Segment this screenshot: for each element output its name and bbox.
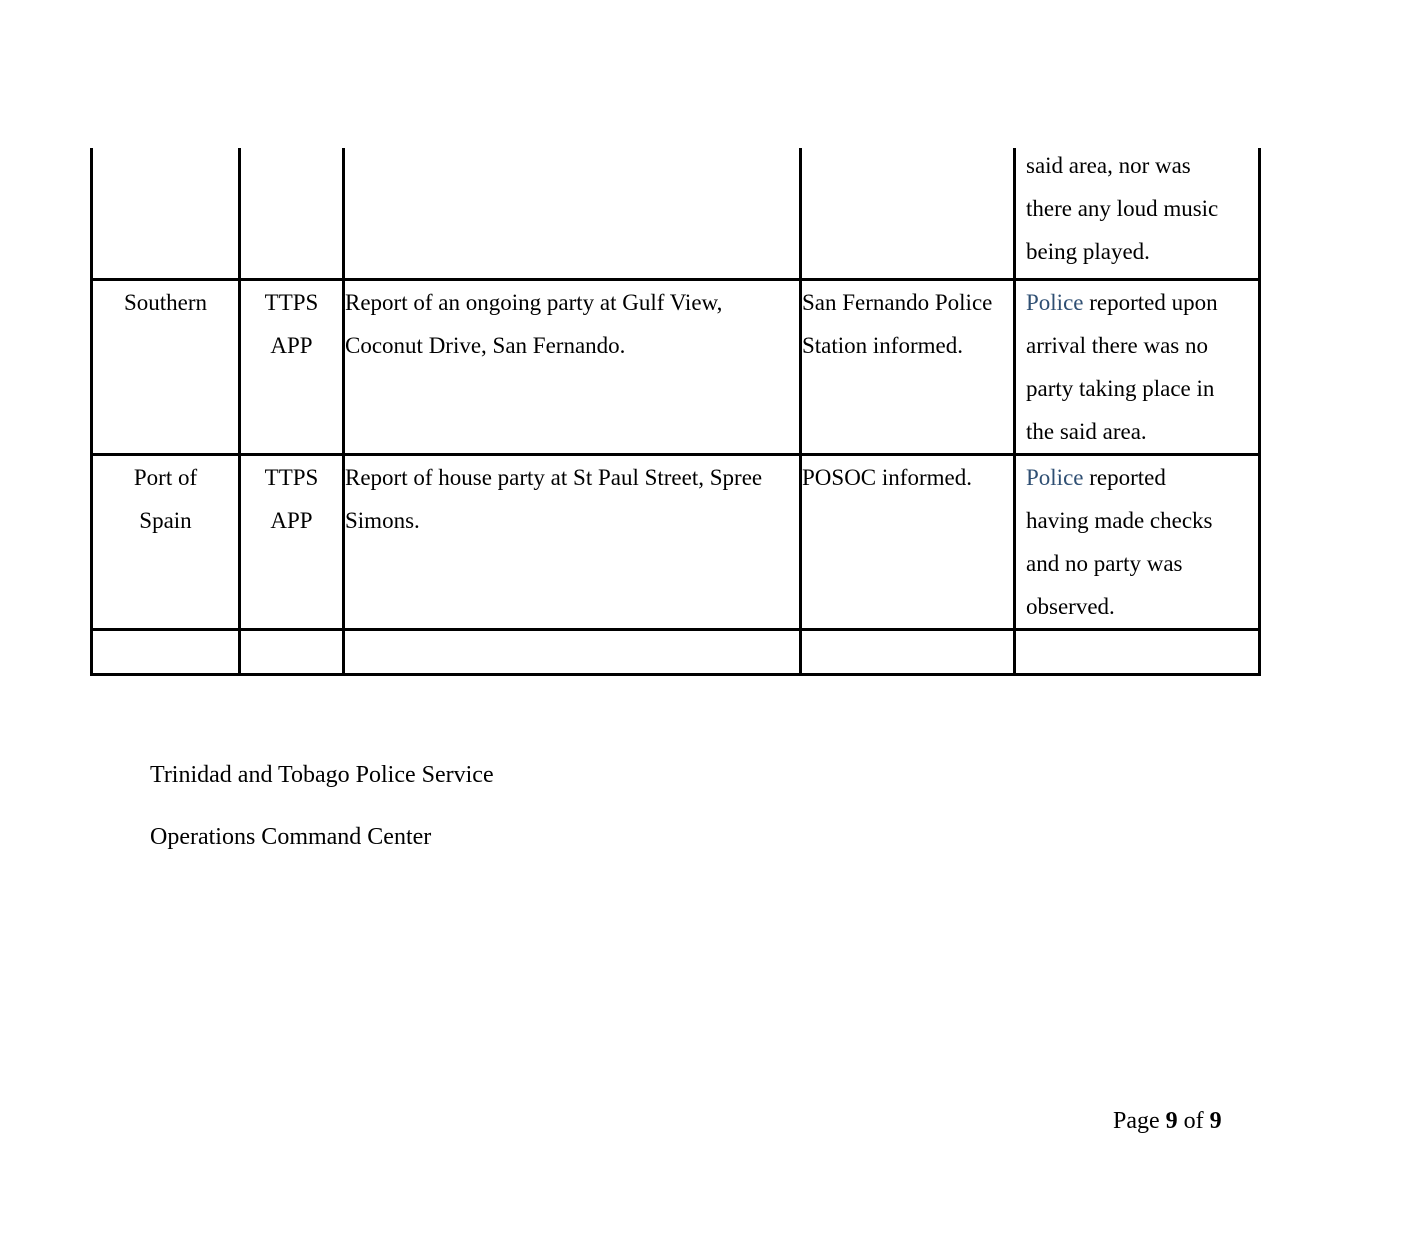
outcome-line: observed. [1026,594,1115,619]
table-row [92,455,1260,630]
page-separator: of [1177,1108,1210,1134]
division-text: Southern [123,290,208,315]
incident-log-table [90,148,1261,676]
outcome-cell [1015,455,1260,630]
table-row-continued [92,148,1260,280]
police-link[interactable]: Police [1026,465,1084,490]
division-cell [92,455,240,630]
organization-name: Trinidad and Tobago Police Service [150,762,494,788]
police-link[interactable]: Police [1026,290,1084,315]
outcome-line: arrival there was no [1026,333,1209,358]
table-row [92,280,1260,455]
action-text: POSOC informed. [802,465,972,490]
outcome-line [1026,456,1258,499]
division-cell [92,148,240,280]
source-cell [240,148,344,280]
action-cell [801,148,1015,280]
source-cell [240,280,344,455]
outcome-line: there any loud music [1026,196,1219,221]
page-total: 9 [1209,1108,1222,1134]
action-cell [801,455,1015,630]
outcome-cell [1015,280,1260,455]
outcome-cell [1015,148,1260,280]
incident-table-region [90,148,1258,676]
details-text: Simons. [345,508,420,533]
outcome-line: the said area. [1026,419,1147,444]
outcome-text: reported upon [1083,290,1218,315]
action-text: San Fernando Police [802,290,993,315]
outcome-cell [1015,630,1260,675]
source-text: APP [270,508,313,533]
outcome-line: and no party was [1026,551,1183,576]
outcome-line [1026,281,1258,324]
division-text: Spain [139,508,192,533]
source-text: APP [270,333,313,358]
page-prefix: Page [1113,1108,1166,1134]
organization-unit: Operations Command Center [150,824,432,850]
division-cell [92,630,240,675]
outcome-text: reported [1083,465,1166,490]
page-current: 9 [1165,1108,1178,1134]
details-cell [344,455,801,630]
table-row-empty [92,630,1260,675]
source-text: TTPS [264,290,319,315]
source-cell [240,630,344,675]
page-number [1113,1108,1222,1135]
action-cell [801,280,1015,455]
source-cell [240,455,344,630]
division-text: Port of [133,465,198,490]
details-cell [344,148,801,280]
details-text: Report of house party at St Paul Street, Spree [345,465,763,490]
details-text: Report of an ongoing party at Gulf View, [345,290,723,315]
outcome-line: being played. [1026,239,1150,264]
action-text: Station informed. [802,333,963,358]
outcome-line: party taking place in [1026,376,1215,401]
details-cell [344,280,801,455]
source-text: TTPS [264,465,319,490]
division-cell [92,280,240,455]
details-text: Coconut Drive, San Fernando. [345,333,626,358]
action-cell [801,630,1015,675]
outcome-line: said area, nor was [1026,153,1191,178]
outcome-line: having made checks [1026,508,1213,533]
details-cell [344,630,801,675]
